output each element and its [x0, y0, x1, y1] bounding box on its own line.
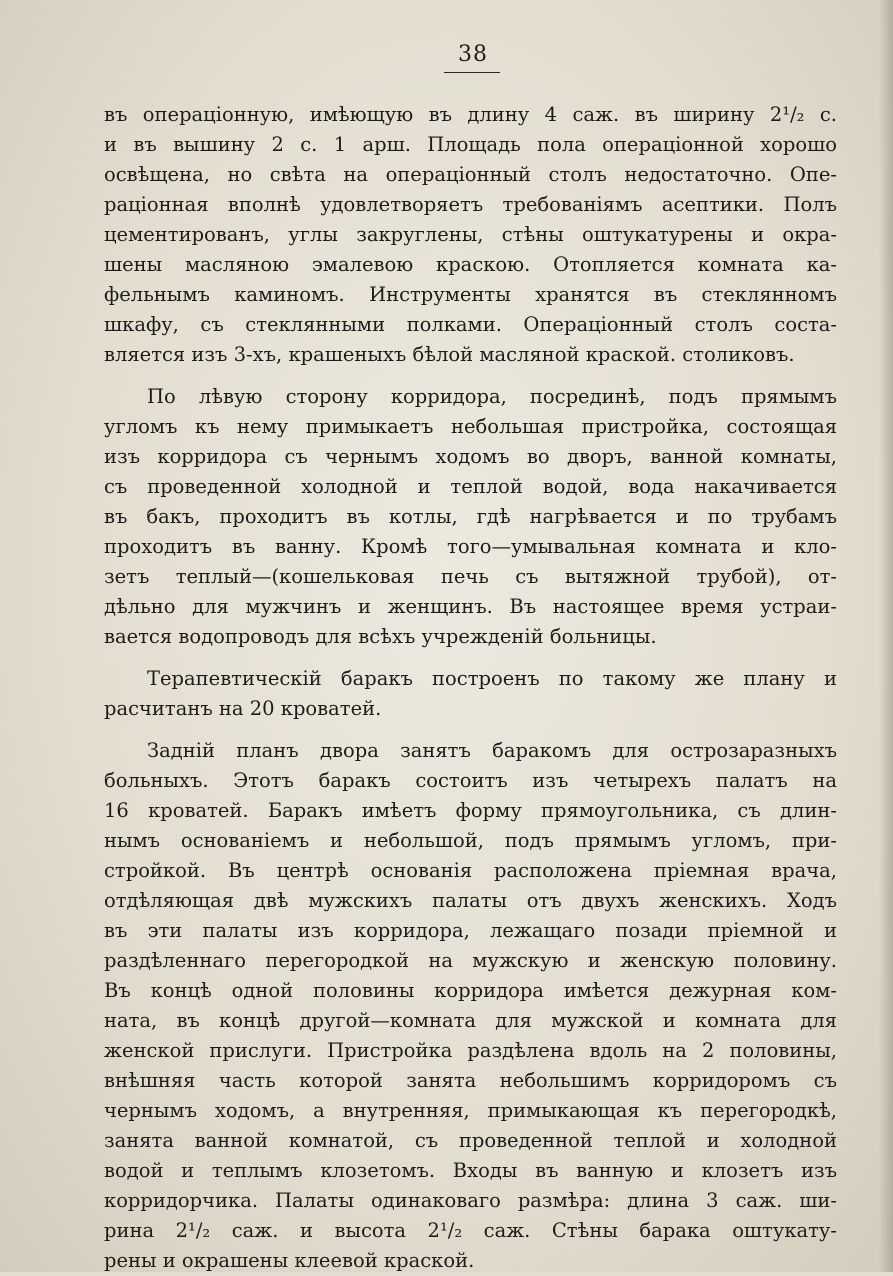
text-line: вляется изъ 3-хъ, крашеныхъ бѣлой масляной краской. столиковъ. — [104, 343, 795, 366]
text-line: въ бакъ, проходитъ въ котлы, гдѣ нагрѣвается и по трубамъ — [104, 505, 837, 528]
paragraph — [104, 382, 837, 652]
paragraph-gap — [104, 370, 837, 382]
text-line: въ эти палаты изъ корридора, лежащаго позади пріемной и — [104, 919, 837, 942]
text-line: внѣшняя часть которой занята небольшимъ корридоромъ съ — [104, 1069, 837, 1092]
text-line: зетъ теплый—(кошельковая печь съ вытяжной трубой), от- — [104, 565, 837, 588]
text-line: нымъ основаніемъ и небольшой, подъ прямымъ угломъ, при- — [104, 829, 837, 852]
text-line: изъ корридора съ чернымъ ходомъ во дворъ, ванной комнаты, — [104, 445, 837, 468]
text-line: больныхъ. Этотъ баракъ состоитъ изъ четырехъ палатъ на — [104, 769, 837, 792]
text-line: Въ концѣ одной половины корридора имѣется дежурная ком- — [104, 979, 837, 1002]
paragraph-gap — [104, 724, 837, 736]
text-line: расчитанъ на 20 кроватей. — [104, 697, 382, 720]
text-line: раздѣленнаго перегородкой на мужскую и женскую половину. — [104, 949, 837, 972]
text-line: цементированъ, углы закруглены, стѣны оштукатурены и окра- — [104, 223, 837, 246]
text-line: 16 кроватей. Баракъ имѣетъ форму прямоугольника, съ длин- — [104, 799, 837, 822]
page-number: 38 — [458, 42, 488, 67]
text-line: занята ванной комнатой, съ проведенной теплой и холодной — [104, 1129, 837, 1152]
text-line: шкафу, съ стеклянными полками. Операціонный столъ соста- — [104, 313, 837, 336]
text-line: проходитъ въ ванну. Кромѣ того—умывальная комната и кло- — [104, 535, 837, 558]
paragraph — [104, 100, 837, 370]
text-line: въ операціонную, имѣющую въ длину 4 саж. въ ширину 2¹/₂ с. — [104, 103, 837, 126]
page-edge-shadow — [879, 0, 893, 1272]
page-number-underline — [444, 72, 500, 73]
text-line: женской прислуги. Пристройка раздѣлена вдоль на 2 половины, — [104, 1039, 837, 1062]
text-line: и въ вышину 2 с. 1 арш. Площадь пола операціонной хорошо — [104, 133, 837, 156]
text-line: вается водопроводъ для всѣхъ учрежденій больницы. — [104, 625, 657, 648]
text-line: корридорчика. Палаты одинаковаго размѣра: длина 3 саж. ши- — [104, 1189, 837, 1212]
text-line: дѣльно для мужчинъ и женщинъ. Въ настоящее время устраи- — [104, 595, 837, 618]
text-line: освѣщена, но свѣта на операціонный столъ недостаточно. Опе- — [104, 163, 837, 186]
text-line: фельнымъ каминомъ. Инструменты хранятся въ стеклянномъ — [104, 283, 837, 306]
text-line: ната, въ концѣ другой—комната для мужской и комната для — [104, 1009, 837, 1032]
text-line: рина 2¹/₂ саж. и высота 2¹/₂ саж. Стѣны барака оштукату- — [104, 1219, 837, 1242]
text-line: По лѣвую сторону корридора, посрединѣ, подъ прямымъ — [147, 385, 837, 408]
text-line: водой и теплымъ клозетомъ. Входы въ ванную и клозетъ изъ — [104, 1159, 837, 1182]
text-line: отдѣляющая двѣ мужскихъ палаты отъ двухъ женскихъ. Ходъ — [104, 889, 837, 912]
text-line: раціонная вполнѣ удовлетворяетъ требованіямъ асептики. Полъ — [104, 193, 837, 216]
text-line: угломъ къ нему примыкаетъ небольшая пристройка, состоящая — [104, 415, 837, 438]
paragraph — [104, 736, 837, 1276]
text-line: съ проведенной холодной и теплой водой, вода накачивается — [104, 475, 837, 498]
paragraph-gap — [104, 652, 837, 664]
text-line: шены масляною эмалевою краскою. Отопляется комната ка- — [104, 253, 837, 276]
text-line: чернымъ ходомъ, а внутренняя, примыкающая къ перегородкѣ, — [104, 1099, 837, 1122]
text-line: Терапевтическій баракъ построенъ по такому же плану и — [147, 667, 837, 690]
body-text — [104, 100, 837, 1276]
paragraph — [104, 664, 837, 724]
text-line: Заднiй планъ двора занятъ баракомъ для острозаразныхъ — [147, 739, 837, 762]
text-line: стройкой. Въ центрѣ основанія расположена пріемная врача, — [104, 859, 837, 882]
text-line: рены и окрашены клеевой краской. — [104, 1249, 475, 1272]
